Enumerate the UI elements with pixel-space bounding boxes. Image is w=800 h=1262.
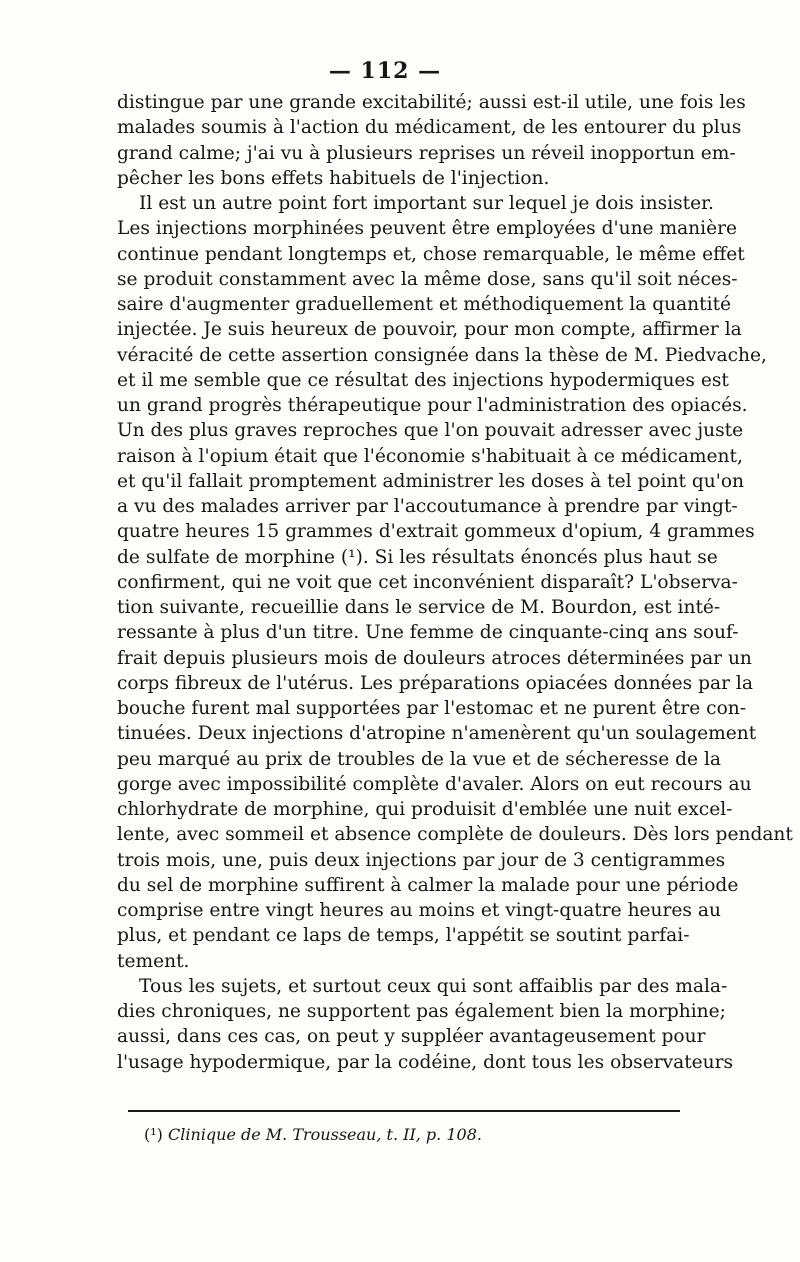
text-line: dies chroniques, ne supportent pas également bien la morphine; [117, 1001, 726, 1022]
text-line: chlorhydrate de morphine, qui produisit d'emblée une nuit excel- [117, 799, 733, 820]
text-line: Un des plus graves reproches que l'on pouvait adresser avec juste [117, 420, 744, 442]
text-line: et qu'il fallait promptement administrer les doses à tel point qu'on [117, 470, 745, 492]
text-line: saire d'augmenter graduellement et méthodiquement la quantité [117, 294, 732, 315]
text-line: Tous les sujets, et surtout ceux qui sont affaiblis par des mala- [139, 975, 728, 997]
text-line: peu marqué au prix de troubles de la vue et de sécheresse de la [117, 748, 721, 770]
text-line: aussi, dans ces cas, on peut y suppléer avantageusement pour [117, 1026, 706, 1048]
text-line: Il est un autre point fort important sur lequel je dois insister. [139, 193, 714, 214]
text-line: tinuées. Deux injections d'atropine n'amenèrent qu'un soulagement [117, 723, 757, 745]
footnote-text: Clinique de M. Trousseau, t. II, p. 108. [168, 1125, 482, 1144]
text-line: du sel de morphine suffirent à calmer la malade pour une période [117, 874, 739, 896]
text-line: a vu des malades arriver par l'accoutumance à prendre par vingt- [117, 496, 738, 517]
text-line: quatre heures 15 grammes d'extrait gommeux d'opium, 4 grammes [117, 521, 755, 543]
text-line: véracité de cette assertion consignée dans la thèse de M. Piedvache, [117, 344, 767, 366]
text-line: de sulfate de morphine (¹). Si les résultats énoncés plus haut se [117, 546, 718, 568]
text-line: se produit constamment avec la même dose, sans qu'il soit néces- [117, 268, 738, 290]
text-line: tement. [117, 950, 190, 972]
text-line: raison à l'opium était que l'économie s'habituait à ce médicament, [117, 445, 743, 467]
text-line: ressante à plus d'un titre. Une femme de cinquante-cinq ans souf- [117, 622, 739, 644]
text-line: et il me semble que ce résultat des injections hypodermiques est [117, 369, 729, 391]
text-line: pêcher les bons effets habituels de l'injection. [117, 167, 550, 189]
text-line: injectée. Je suis heureux de pouvoir, pour mon compte, affirmer la [117, 319, 742, 341]
text-line: frait depuis plusieurs mois de douleurs atroces déterminées par un [117, 647, 752, 669]
text-line: comprise entre vingt heures au moins et vingt-quatre heures au [117, 900, 721, 921]
footnote-divider [128, 1110, 680, 1112]
text-line: corps fibreux de l'utérus. Les préparations opiacées données par la [117, 672, 753, 694]
text-line: Les injections morphinées peuvent être employées d'une manière [117, 218, 738, 240]
footnote-marker: (¹) [144, 1125, 163, 1144]
text-line: tion suivante, recueillie dans le service de M. Bourdon, est inté- [117, 597, 721, 618]
text-line: malades soumis à l'action du médicament, de les entourer du plus [117, 117, 742, 139]
body-text [117, 90, 793, 1075]
text-line: un grand progrès thérapeutique pour l'administration des opiacés. [117, 395, 748, 416]
footnote [144, 1125, 482, 1145]
text-line: grand calme; j'ai vu à plusieurs reprises un réveil inopportun em- [117, 142, 736, 164]
text-line: lente, avec sommeil et absence complète de douleurs. Dès lors pendant [117, 824, 793, 846]
page-number: — 112 — [328, 58, 442, 84]
text-line: continue pendant longtemps et, chose remarquable, le même effet [117, 243, 745, 265]
text-line: trois mois, une, puis deux injections par jour de 3 centigrammes [117, 849, 726, 871]
text-line: distingue par une grande excitabilité; aussi est-il utile, une fois les [117, 92, 746, 113]
text-line: confirment, qui ne voit que cet inconvénient disparaît? L'observa- [117, 571, 738, 593]
text-line: l'usage hypodermique, par la codéine, dont tous les observateurs [117, 1051, 734, 1073]
text-line: gorge avec impossibilité complète d'avaler. Alors on eut recours au [117, 773, 752, 795]
text-line: bouche furent mal supportées par l'estomac et ne purent être con- [117, 698, 747, 719]
text-line: plus, et pendant ce laps de temps, l'appétit se soutint parfai- [117, 925, 690, 947]
